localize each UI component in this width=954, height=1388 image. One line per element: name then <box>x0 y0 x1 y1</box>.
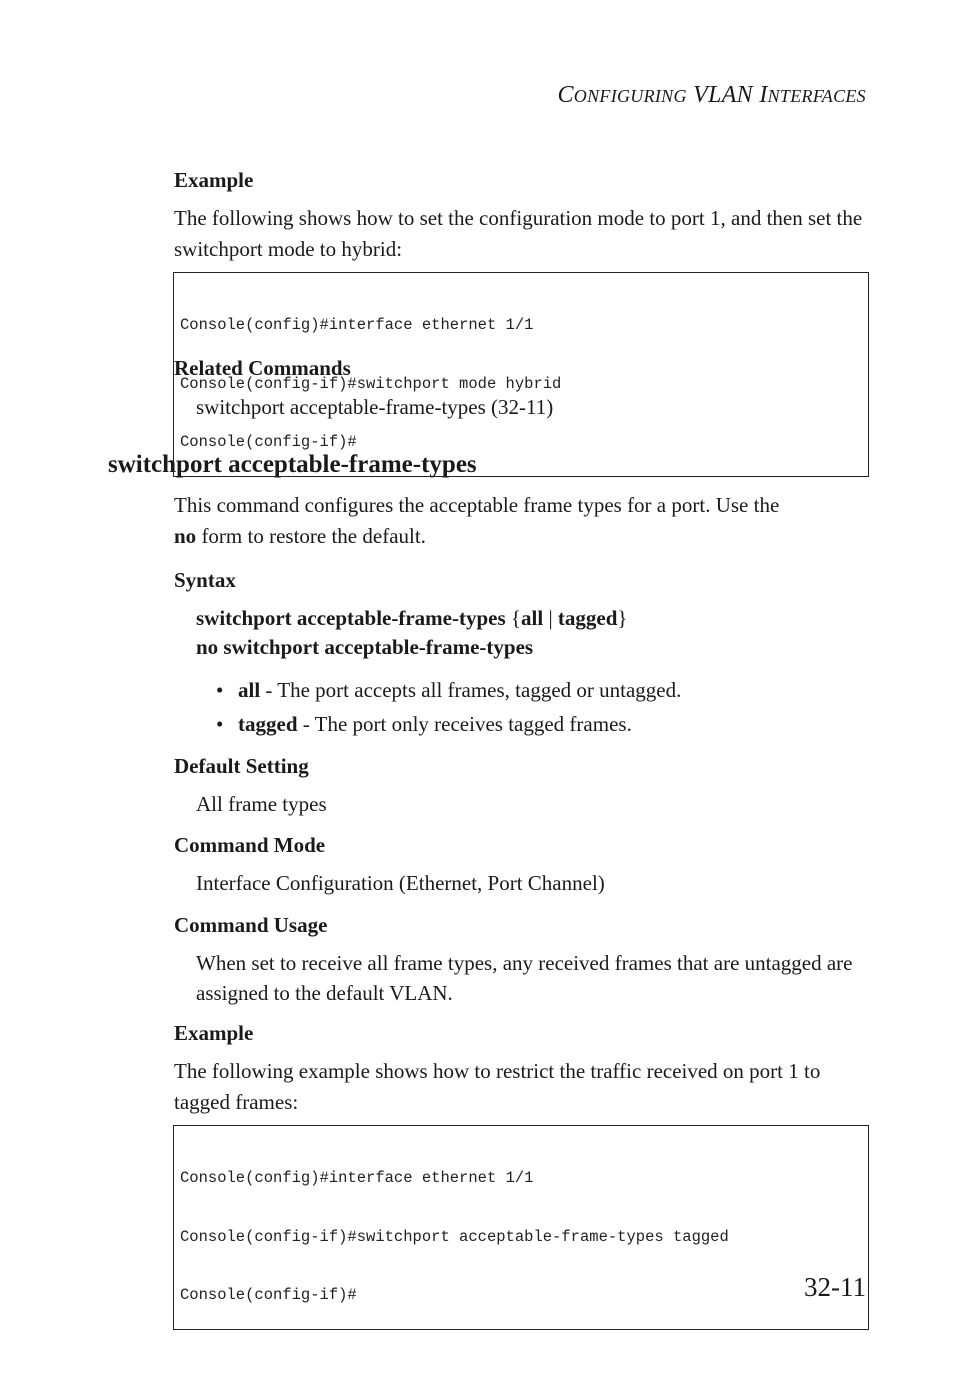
code-block-2 <box>173 1125 869 1330</box>
command-mode-text: Interface Configuration (Ethernet, Port Channel) <box>196 871 605 895</box>
code-line: Console(config-if)#switchport mode hybrid <box>180 374 562 393</box>
syntax-block: switchport acceptable-frame-types {all | tagged} no switchport acceptable-frame-types <box>196 606 628 659</box>
parameter-list <box>216 673 681 741</box>
related-commands-heading: Related Commands <box>174 356 351 380</box>
related-commands-link[interactable]: switchport acceptable-frame-types (32-11) <box>196 395 554 419</box>
default-setting-text: All frame types <box>196 792 327 816</box>
code-line: Console(config)#interface ethernet 1/1 <box>180 1169 534 1187</box>
running-header: CONFIGURING VLAN INTERFACES <box>557 82 866 108</box>
example-text-2: The following example shows how to restrict the traffic received on port 1 to tagged frames: <box>174 1059 821 1114</box>
list-item: • tagged - The port only receives tagged frames. <box>216 712 632 736</box>
code-line: Console(config-if)#switchport acceptable-frame-types tagged <box>180 1227 729 1246</box>
example-heading: Example <box>174 168 254 192</box>
example-heading-2: Example <box>174 1021 254 1045</box>
code-line: Console(config)#interface ethernet 1/1 <box>180 316 534 334</box>
syntax-heading: Syntax <box>174 568 236 592</box>
example-text: The following shows how to set the configuration mode to port 1, and then set the switchport mode to hybrid: <box>174 206 863 261</box>
page-number: 32-11 <box>804 1272 866 1302</box>
list-item: • all - The port accepts all frames, tagged or untagged. <box>216 678 682 702</box>
command-mode-heading: Command Mode <box>174 833 326 857</box>
intro-text: This command configures the acceptable frame types for a port. Use the no form to restore the default. <box>174 493 780 548</box>
default-setting-heading: Default Setting <box>174 754 309 778</box>
command-usage-heading: Command Usage <box>174 913 328 937</box>
code-line: Console(config-if)# <box>180 433 357 451</box>
section-title: switchport acceptable-frame-types <box>108 451 477 478</box>
code-line: Console(config-if)# <box>180 1286 357 1304</box>
command-usage-text: When set to receive all frame types, any received frames that are untagged are assigned to the default VLAN. <box>196 951 853 1005</box>
